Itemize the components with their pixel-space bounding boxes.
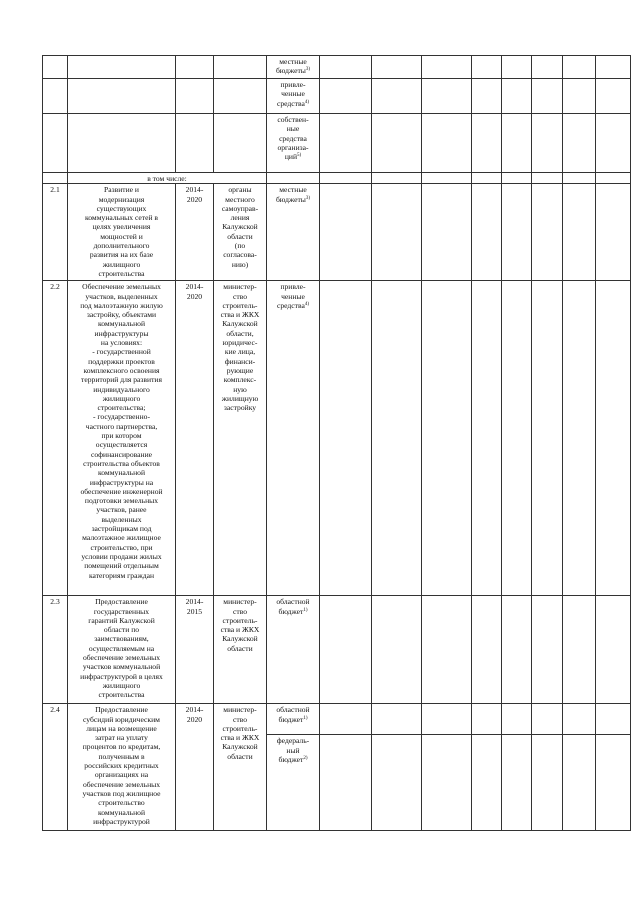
table-row	[43, 596, 631, 704]
item-period: 2014- 2015	[176, 596, 214, 704]
item-executor: министер- ство строитель- ства и ЖКХ Калужской области	[214, 704, 267, 831]
program-table	[42, 55, 631, 831]
item-number: 2.4	[43, 704, 68, 831]
item-name: Предоставление субсидий юридическим лицам на возмещение затрат на уплату процентов по кредитам, полученным в российских кредитных организациях на обеспечение земельных участков под жилищное строительство коммунальной инфраструктурой	[68, 704, 176, 831]
table-row	[43, 56, 631, 79]
source-label: собствен- ные средства организа- ций	[277, 115, 309, 162]
item-source	[267, 596, 320, 704]
cell-executor	[214, 56, 267, 79]
cell-source	[267, 56, 320, 79]
item-number: 2.3	[43, 596, 68, 704]
source-label: областной бюджет	[276, 705, 310, 724]
cell-source	[267, 114, 320, 173]
item-source	[267, 735, 320, 831]
table-row	[43, 184, 631, 281]
item-name: Обеспечение земельных участков, выделенных под малоэтажную жилую застройку, объектами коммунальной инфраструктуры на условиях: - государственной поддержки проектов комплексного освоения территорий для развития индивидуального жилищного строительства; - государственно- частного партнерства, при котором осуществляется софинансирование строительства объектов коммунальной инфраструктуры на обеспечение инженерной подготовки земельных участков, ранее выделенных застройщикам под малоэтажное жилищное строительство, при условии продажи жилых помещений отдельным категориям граждан	[68, 281, 176, 596]
item-executor: министер- ство строитель- ства и ЖКХ Калужской области, юридичес- кие лица, финанси- рующие комплекс- ную жилищную застройку	[214, 281, 267, 596]
cell-num	[43, 56, 68, 79]
item-name: Предоставление государственных гарантий Калужской области по заимствованиям, осуществляемым на обеспечение земельных участков коммунальной инфраструктурой в целях жилищного строительства	[68, 596, 176, 704]
table-row	[43, 79, 631, 114]
footnote-mark: 4)	[304, 301, 310, 307]
footnote-mark: 3)	[305, 195, 311, 201]
item-source	[267, 704, 320, 735]
cell-period	[176, 56, 214, 79]
footnote-mark: 5)	[297, 153, 302, 159]
item-number: 2.1	[43, 184, 68, 281]
footnote-mark: 1)	[303, 715, 308, 721]
source-label: привле- ченные средства	[276, 282, 306, 310]
source-label: привле- ченные средства	[276, 80, 306, 108]
source-label: местные бюджеты	[275, 57, 307, 76]
footnote-mark: 2)	[303, 755, 308, 761]
item-number: 2.2	[43, 281, 68, 596]
cell-source	[267, 79, 320, 114]
cell-name	[68, 56, 176, 79]
item-executor: министер- ство строитель- ства и ЖКХ Калужской области	[214, 596, 267, 704]
footnote-mark: 4)	[304, 99, 310, 105]
table-row	[43, 704, 631, 735]
item-source	[267, 184, 320, 281]
table-row	[43, 114, 631, 173]
source-label: местные бюджеты	[275, 185, 307, 204]
table-row	[43, 281, 631, 596]
item-period: 2014- 2020	[176, 184, 214, 281]
source-label: федераль- ный бюджет	[276, 736, 310, 764]
item-name: Развитие и модернизация существующих коммунальных сетей в целях увеличения мощностей и дополнительного развития на их базе жилищного строительства	[68, 184, 176, 281]
table-row-intro	[43, 173, 631, 184]
source-label: областной бюджет	[276, 597, 310, 616]
item-period: 2014- 2020	[176, 704, 214, 831]
footnote-mark: 3)	[305, 67, 311, 73]
item-period: 2014- 2020	[176, 281, 214, 596]
footnote-mark: 1)	[303, 607, 308, 613]
intro-text: в том числе:	[68, 173, 267, 184]
item-executor: органы местного самоуправ- ления Калужской области (по согласова- нию)	[214, 184, 267, 281]
item-source	[267, 281, 320, 596]
